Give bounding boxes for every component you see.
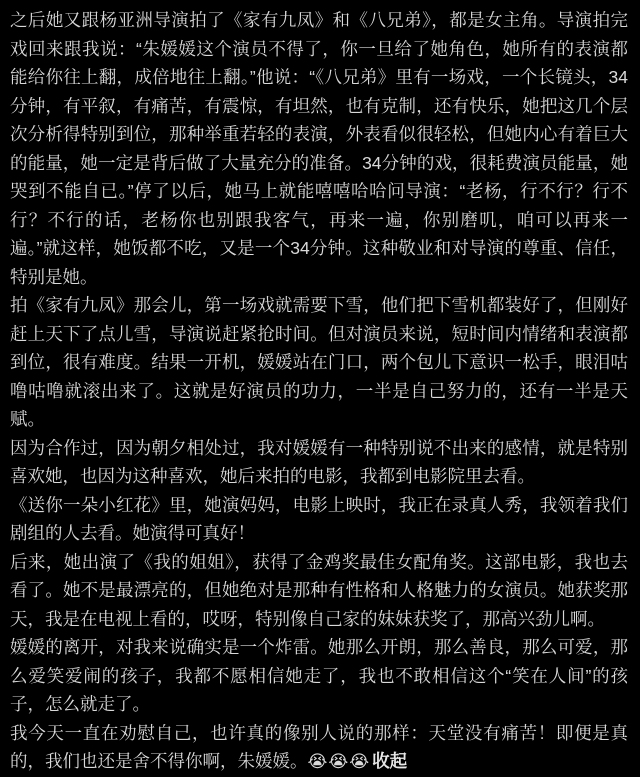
article-paragraph: 之后她又跟杨亚洲导演拍了《家有九凤》和《八兄弟》，都是女主角。导演拍完戏回来跟我说：“朱媛媛这个演员不得了，你一旦给了她角色，她所有的表演都能给你往上翻，成倍地往上翻。”他说：“《八兄弟》里有一场戏，一个长镜头，34分钟，有平叙，有痛苦，有震惊，有坦然，也有克制，还有快乐，她把这几个层次分析得特别到位，那种举重若轻的表演，外表看似很轻松，但她内心有着巨大的能量，她一定是背后做了大量充分的准备。34分钟的戏，很耗费演员能量，她哭到不能自已。”停了以后，她马上就能嘻嘻哈哈问导演：“老杨，行不行？行不行？不行的话，老杨你也别跟我客气，再来一遍，你别磨叽，咱可以再来一遍。”就这样，她饭都不吃，又是一个34分钟。这种敬业和对导演的尊重、信任，特别是她。 — [10, 10, 628, 287]
article-paragraph: 《送你一朵小红花》里，她演妈妈，电影上映时，我正在录真人秀，我领着我们剧组的人去看。她演得可真好！ — [10, 494, 628, 543]
article-paragraph: 媛媛的离开，对我来说确实是一个炸雷。她那么开朗，那么善良，那么可爱，那么爱笑爱闹的孩子，我都不愿相信她走了，我也不敢相信这个“笑在人间”的孩子，怎么就走了。 — [10, 637, 628, 714]
final-paragraph-text: 我今天一直在劝慰自己，也许真的像别人说的那样：天堂没有痛苦！即便是真的，我们也还是舍不得你啊，朱媛媛。 — [10, 722, 628, 771]
article-paragraph: 拍《家有九凤》那会儿，第一场戏就需要下雪，他们把下雪机都装好了，但刚好赶上天下了点儿雪，导演说赶紧抢时间。但对演员来说，短时间内情绪和表演都到位，很有难度。结果一开机，媛媛站在门口，两个包儿下意识一松手，眼泪咕噜咕噜就滚出来了。这就是好演员的功力，一半是自己努力的，还有一半是天赋。 — [10, 295, 628, 429]
article-paragraph: 后来，她出演了《我的姐姐》，获得了金鸡奖最佳女配角奖。这部电影，我也去看了。她不是最漂亮的，但她绝对是那种有性格和人格魅力的女演员。她获奖那天，我是在电视上看的，哎呀，特别像自己家的妹妹获奖了，那高兴劲儿啊。 — [10, 551, 628, 629]
collapse-button[interactable]: 收起 — [372, 751, 408, 771]
article-final-paragraph — [10, 719, 628, 777]
article-paragraph: 因为合作过，因为朝夕相处过，我对媛媛有一种特别说不出来的感情，就是特别喜欢她，也因为这种喜欢，她后来拍的电影，我都到电影院里去看。 — [10, 437, 628, 486]
crying-face-emoji: 😭😭😭 — [307, 752, 371, 772]
